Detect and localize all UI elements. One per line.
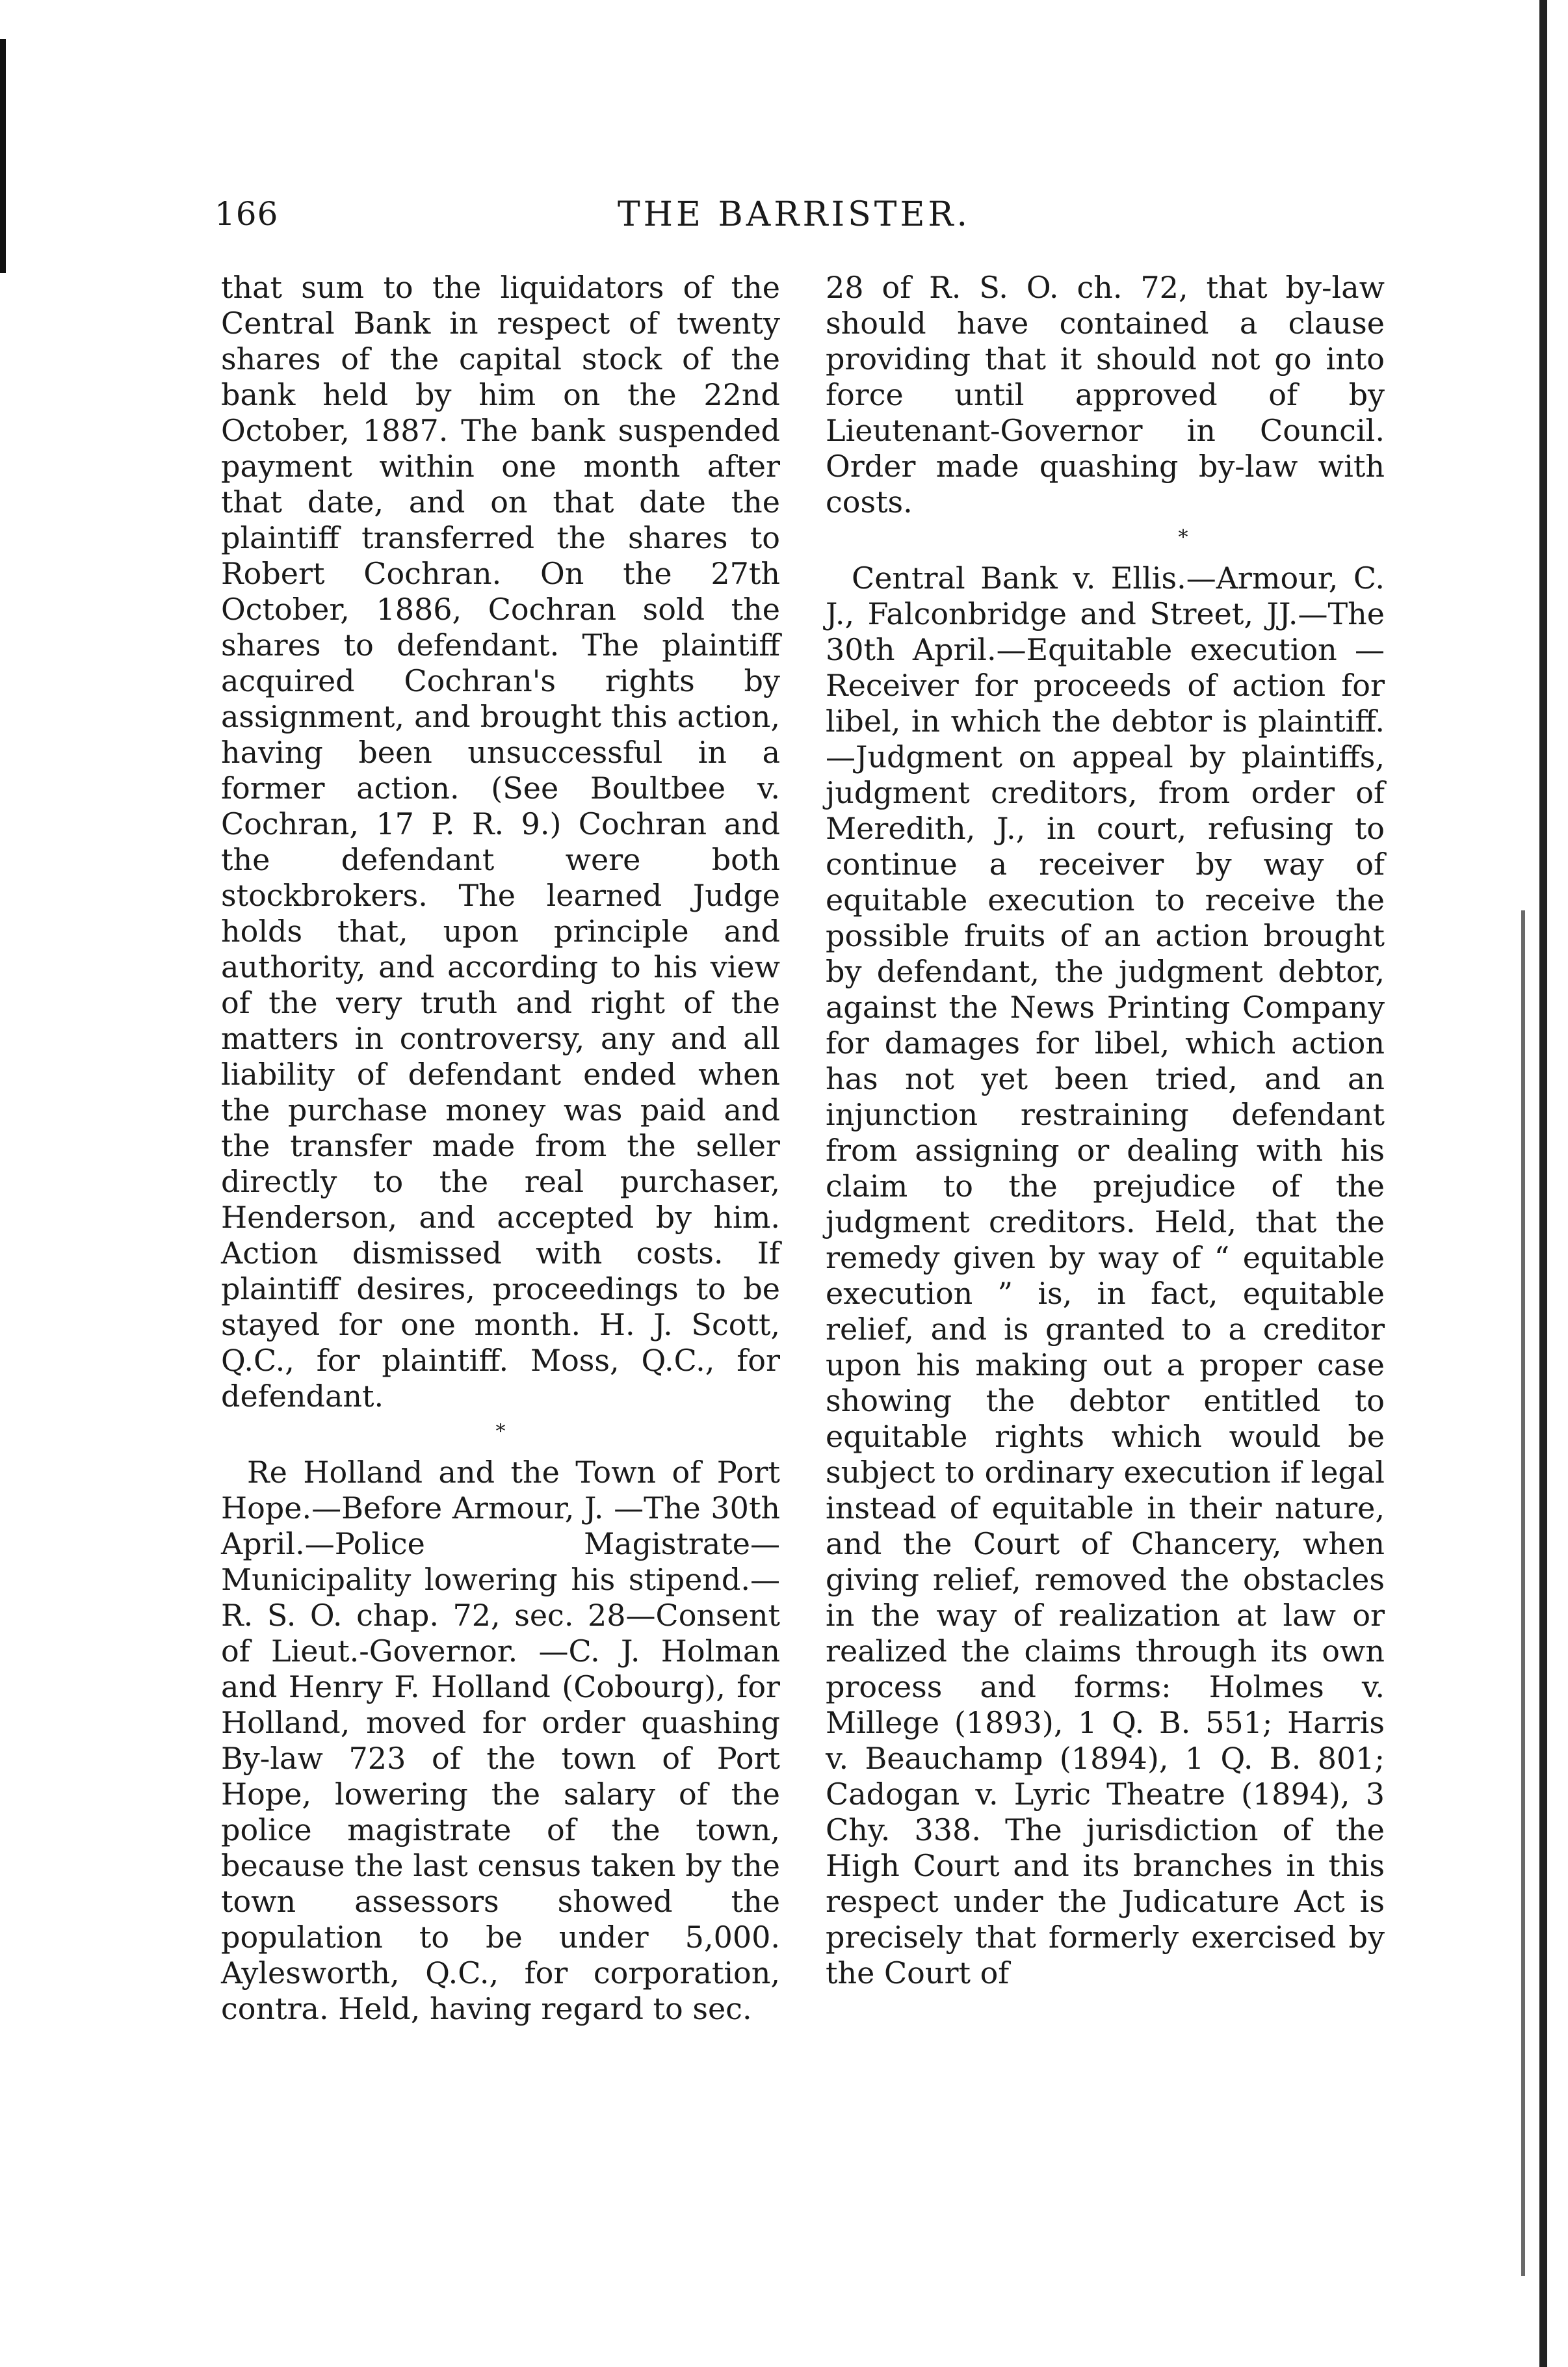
right-paragraph-central-bank-case: Central Bank v. Ellis.—Armour, C. J., Falconbridge and Street, JJ.—The 30th April.—Equitable execution — Receiver for proceeds of action for libel, in which the debtor is plaintiff.—Judgment on appeal by plaintiffs, judgment creditors, from order of Meredith, J., in court, refusing to continue a receiver by way of equitable execution to receive the possible fruits of an action brought by defendant, the judgment debtor, against the News Printing Company for damages for libel, which action has not yet been tried, and an injunction restraining defendant from assigning or dealing with his claim to the prejudice of the judgment creditors. Held, that the remedy given by way of “ equitable execution ” is, in fact, equitable relief, and is granted to a creditor upon his making out a proper case showing the debtor entitled to equitable rights which would be subject to ordinary execution if legal instead of equitable in their nature, and the Court of Chancery, when giving relief, removed the obstacles in the way of realization at law or realized the claims through its own process and forms: Holmes v. Millege (1893), 1 Q. B. 551; Harris v. Beauchamp (1894), 1 Q. B. 801; Cadogan v. Lyric Theatre (1894), 3 Chy. 338. The jurisdiction of the High Court and its branches in this respect under the Judicature Act is precisely that formerly exercised by the Court of (826, 561, 1385, 1990)
section-separator: * (495, 1420, 506, 1443)
right-column (826, 270, 1385, 1991)
running-title: THE BARRISTER. (618, 195, 971, 234)
left-column (221, 270, 780, 2027)
left-paragraph-holland-case: Re Holland and the Town of Port Hope.—Before Armour, J. —The 30th April.—Police Magistrate—Municipality lowering his stipend.—R. S. O. chap. 72, sec. 28—Consent of Lieut.-Governor. —C. J. Holman and Henry F. Holland (Cobourg), for Holland, moved for order quashing By-law 723 of the town of Port Hope, lowering the salary of the police magistrate of the town, because the last census taken by the town assessors showed the population to be under 5,000. Aylesworth, Q.C., for corporation, contra. Held, having regard to sec. (221, 1455, 780, 2026)
page-header (215, 195, 1411, 254)
scan-edge-left (0, 39, 6, 273)
section-separator: * (1178, 526, 1188, 549)
scan-edge-shadow (1521, 910, 1525, 2276)
right-paragraph-continued: 28 of R. S. O. ch. 72, that by-law should have contained a clause providing that it should not go into force until approved of by Lieutenant-Governor in Council. Order made quashing by-law with costs. (826, 270, 1385, 520)
page-number: 166 (215, 195, 279, 233)
scan-edge-right (1539, 0, 1547, 2367)
left-paragraph-continued: that sum to the liquidators of the Central Bank in respect of twenty shares of the capital stock of the bank held by him on the 22nd October, 1887. The bank suspended payment within one month after that date, and on that date the plaintiff transferred the shares to Robert Cochran. On the 27th October, 1886, Cochran sold the shares to defendant. The plaintiff acquired Cochran's rights by assignment, and brought this action, having been unsuccessful in a former action. (See Boultbee v. Cochran, 17 P. R. 9.) Cochran and the defendant were both stockbrokers. The learned Judge holds that, upon principle and authority, and according to his view of the very truth and right of the matters in controversy, any and all liability of defendant ended when the purchase money was paid and the transfer made from the seller directly to the real purchaser, Henderson, and accepted by him. Action dismissed with costs. If plaintiff desires, proceedings to be stayed for one month. H. J. Scott, Q.C., for plaintiff. Moss, Q.C., for defendant. (221, 270, 780, 1414)
